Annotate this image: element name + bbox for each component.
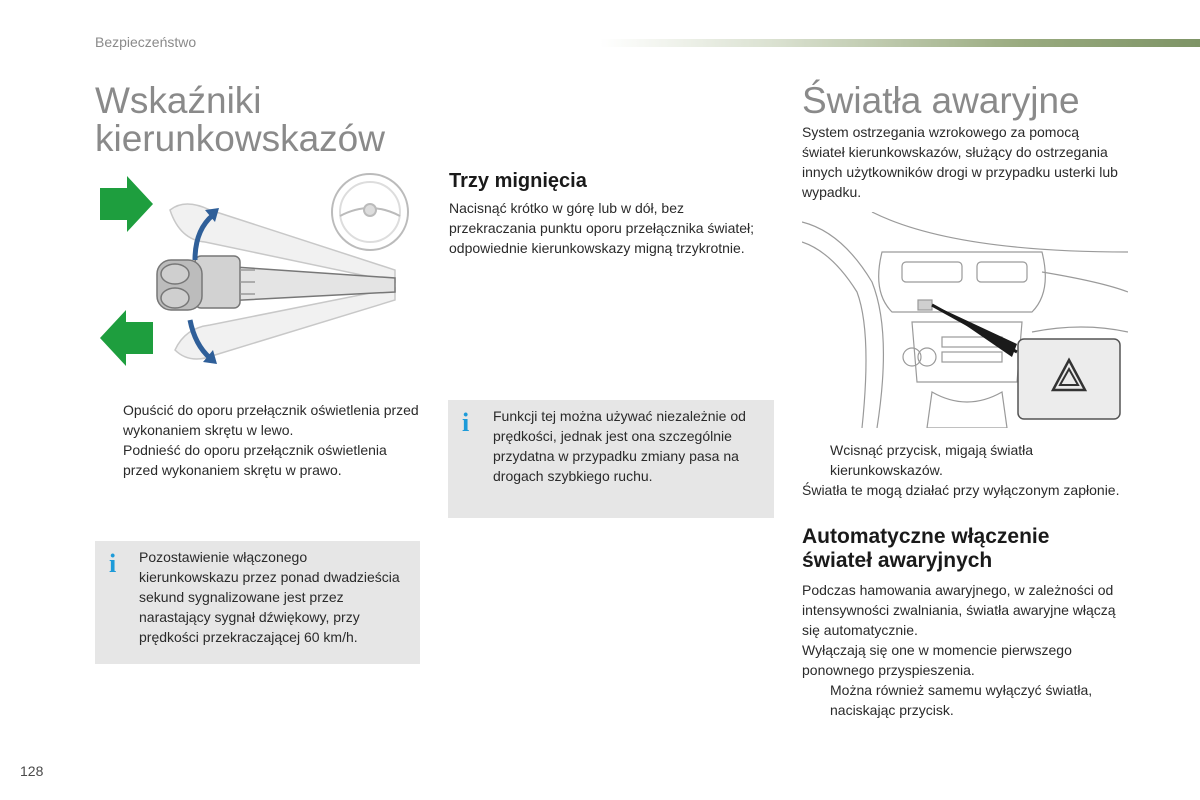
hazard-button-icon [1018, 339, 1120, 419]
right-intro: System ostrzegania wzrokowego za pomocą świateł kierunkowskazów, służący do ostrzegania innych użytkowników drogi w przypadku usterki lub wypadku. [802, 124, 1118, 200]
left-bullets [95, 400, 425, 480]
right-note: Światła te mogą działać przy wyłączonym zapłonie. [802, 482, 1120, 498]
bullet-item: Opuścić do oporu przełącznik oświetlenia przed wykonaniem skrętu w lewo. [123, 402, 419, 438]
info-icon: i [462, 408, 470, 437]
right-para-2: Wyłączają się one w momencie pierwszego ponownego przyspieszenia. [802, 642, 1072, 678]
page-number: 128 [20, 763, 44, 779]
bullet-item: Wcisnąć przycisk, migają światła kierunkowskazów. [830, 442, 1034, 478]
middle-heading: Trzy mignięcia [449, 170, 587, 192]
left-title [95, 82, 385, 158]
bullet-item: Można również samemu wyłączyć światła, naciskając przycisk. [830, 682, 1093, 718]
left-arrow-icon [100, 310, 153, 366]
right-bullets-1 [802, 440, 1127, 480]
info-text: Funkcji tej można używać niezależnie od prędkości, jednak jest ona szczególnie przydatna w przypadku zmiany pasa na drogach szybkiego ruchu. [493, 408, 746, 484]
heading2-line-1: Automatyczne włączenie [802, 525, 1050, 548]
left-info-box [95, 541, 420, 664]
info-text: Pozostawienie włączonego kierunkowskazu przez ponad dwadzieścia sekund sygnalizowane jest przez narastający sygnał dźwiękowy, przy prędkości przekraczającej 60 km/h. [139, 549, 400, 645]
middle-info-box [448, 400, 774, 518]
info-icon: i [109, 549, 117, 578]
header-bar [600, 39, 1200, 47]
middle-text: Nacisnąć krótko w górę lub w dół, bez przekraczania punktu oporu przełącznika świateł; odpowiednie kierunkowskazy migną trzykrotnie. [449, 200, 755, 256]
stalk-illustration [95, 170, 425, 390]
right-auto-text [802, 580, 1132, 720]
right-para-1: Podczas hamowania awaryjnego, w zależności od intensywności zwalniania, światła awaryjne włączą się automatycznie. [802, 582, 1116, 638]
right-bullets-2 [802, 680, 1132, 720]
heading2-line-2: świateł awaryjnych [802, 549, 993, 572]
bullet-item: Podnieść do oporu przełącznik oświetlenia przed wykonaniem skrętu w prawo. [123, 442, 387, 478]
right-heading2 [802, 525, 1049, 573]
title-line-2: kierunkowskazów [95, 118, 385, 159]
right-after-image [802, 440, 1127, 500]
dashboard-illustration [802, 212, 1128, 428]
right-title: Światła awaryjne [802, 80, 1080, 121]
title-line-1: Wskaźniki [95, 80, 262, 121]
steering-wheel-icon [332, 174, 408, 250]
right-arrow-icon [100, 176, 153, 232]
section-label: Bezpieczeństwo [95, 34, 197, 50]
